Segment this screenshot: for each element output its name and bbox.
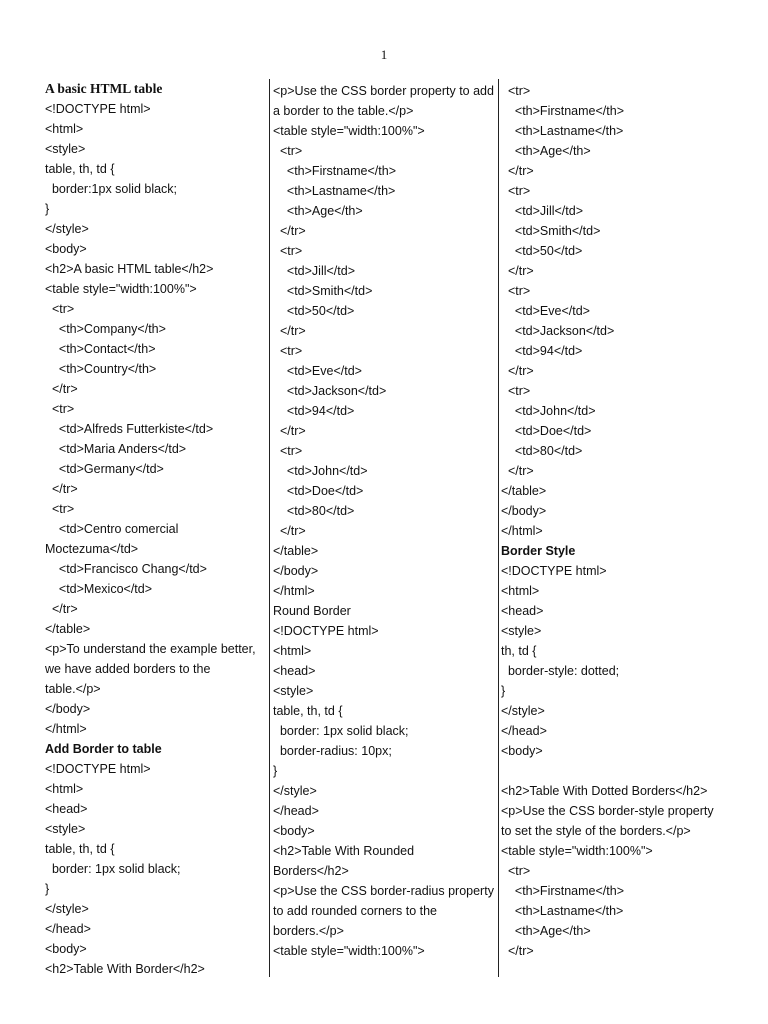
code-line: <tr>	[501, 384, 531, 398]
code-line: </tr>	[273, 424, 306, 438]
code-line: <td>94</td>	[501, 344, 583, 358]
code-line: <th>Firstname</th>	[501, 104, 624, 118]
code-line: a border to the table.</p>	[273, 104, 414, 118]
code-line: <!DOCTYPE html>	[45, 102, 151, 116]
code-line: <td>Doe</td>	[501, 424, 592, 438]
code-line: </body>	[45, 702, 91, 716]
code-line: <tr>	[273, 344, 303, 358]
code-line: <td>Smith</td>	[273, 284, 373, 298]
code-line: <th>Age</th>	[273, 204, 363, 218]
code-line: <!DOCTYPE html>	[273, 624, 379, 638]
code-line: <style>	[45, 142, 86, 156]
code-line: <td>94</td>	[273, 404, 355, 418]
code-line: <td>Smith</td>	[501, 224, 601, 238]
text-column-3	[501, 81, 723, 961]
code-line: </tr>	[501, 164, 534, 178]
code-line: <html>	[45, 782, 84, 796]
code-line: </style>	[273, 784, 317, 798]
code-line: <h2>Table With Dotted Borders</h2>	[501, 784, 708, 798]
code-line: <td>50</td>	[501, 244, 583, 258]
code-line: <td>Alfreds Futterkiste</td>	[45, 422, 214, 436]
code-line: <td>Eve</td>	[273, 364, 362, 378]
code-line: Round Border	[273, 604, 351, 618]
code-line: <td>John</td>	[273, 464, 368, 478]
code-line: <th>Lastname</th>	[273, 184, 396, 198]
code-line: <tr>	[45, 302, 75, 316]
code-line: <th>Contact</th>	[45, 342, 156, 356]
code-line: <head>	[273, 664, 316, 678]
code-line: </tr>	[273, 324, 306, 338]
code-line: <tr>	[273, 244, 303, 258]
code-line: <th>Firstname</th>	[273, 164, 396, 178]
code-line: <p>Use the CSS border property to add	[273, 84, 494, 98]
code-line: th, td {	[501, 644, 537, 658]
code-line: <td>Francisco Chang</td>	[45, 562, 207, 576]
code-line: <tr>	[501, 864, 531, 878]
code-line: </tr>	[501, 364, 534, 378]
code-line: table, th, td {	[45, 162, 115, 176]
code-line: <tr>	[501, 284, 531, 298]
code-line: <h2>Table With Rounded	[273, 844, 415, 858]
code-line: <td>Doe</td>	[273, 484, 364, 498]
code-line: </tr>	[273, 524, 306, 538]
text-column-1	[45, 79, 267, 979]
code-line: <td>Jackson</td>	[501, 324, 615, 338]
code-line: </body>	[273, 564, 319, 578]
code-line: </html>	[45, 722, 87, 736]
code-line: <td>John</td>	[501, 404, 596, 418]
code-line: <p>Use the CSS border-radius property	[273, 884, 494, 898]
code-line: </head>	[45, 922, 91, 936]
code-line: <table style="width:100%">	[501, 844, 653, 858]
code-line: <tr>	[501, 184, 531, 198]
code-line: <td>50</td>	[273, 304, 355, 318]
code-line: <p>To understand the example better,	[45, 642, 256, 656]
code-line: <td>Centro comercial	[45, 522, 179, 536]
code-line: <table style="width:100%">	[273, 944, 425, 958]
code-line: </style>	[45, 902, 89, 916]
code-line: <th>Lastname</th>	[501, 124, 624, 138]
code-line: borders.</p>	[273, 924, 344, 938]
section-heading: Add Border to table	[45, 742, 162, 756]
section-heading: A basic HTML table	[45, 81, 163, 96]
code-line: <td>Germany</td>	[45, 462, 164, 476]
code-line: </table>	[45, 622, 91, 636]
code-line: <td>80</td>	[273, 504, 355, 518]
code-line: <html>	[273, 644, 312, 658]
page-number: 1	[380, 47, 388, 62]
code-line: <tr>	[45, 402, 75, 416]
code-line: border:1px solid black;	[45, 182, 178, 196]
code-line: </tr>	[45, 382, 78, 396]
code-line: to add rounded corners to the	[273, 904, 438, 918]
code-line: <td>Mexico</td>	[45, 582, 153, 596]
code-line: border: 1px solid black;	[45, 862, 181, 876]
code-line: </tr>	[45, 602, 78, 616]
code-line: <table style="width:100%">	[45, 282, 197, 296]
code-line: border-radius: 10px;	[273, 744, 392, 758]
code-line: to set the style of the borders.</p>	[501, 824, 691, 838]
code-line: </table>	[273, 544, 319, 558]
code-line: </tr>	[273, 224, 306, 238]
code-line: <body>	[273, 824, 315, 838]
code-line: table, th, td {	[45, 842, 115, 856]
code-line: border: 1px solid black;	[273, 724, 409, 738]
code-line: </head>	[273, 804, 319, 818]
code-line: <head>	[501, 604, 544, 618]
code-line: <tr>	[273, 444, 303, 458]
code-line: <html>	[501, 584, 540, 598]
code-line: border-style: dotted;	[501, 664, 620, 678]
code-line: <!DOCTYPE html>	[501, 564, 607, 578]
code-line: <td>Maria Anders</td>	[45, 442, 187, 456]
code-line: <td>Jill</td>	[273, 264, 356, 278]
code-line: <html>	[45, 122, 84, 136]
code-line: <td>Jackson</td>	[273, 384, 387, 398]
code-line: table, th, td {	[273, 704, 343, 718]
code-line: </body>	[501, 504, 547, 518]
code-line: <th>Lastname</th>	[501, 904, 624, 918]
code-line: <th>Country</th>	[45, 362, 157, 376]
code-line: <body>	[45, 242, 87, 256]
code-line: <tr>	[273, 144, 303, 158]
code-line: we have added borders to the	[45, 662, 211, 676]
code-line: </html>	[273, 584, 315, 598]
column-divider-left	[269, 79, 270, 977]
code-line: Moctezuma</td>	[45, 542, 139, 556]
code-line: </tr>	[501, 944, 534, 958]
code-line: <table style="width:100%">	[273, 124, 425, 138]
code-line: </style>	[501, 704, 545, 718]
code-line: <th>Age</th>	[501, 924, 591, 938]
code-line: }	[501, 684, 506, 698]
code-line: }	[45, 882, 50, 896]
code-line: </table>	[501, 484, 547, 498]
code-line: <th>Company</th>	[45, 322, 166, 336]
code-line: <td>80</td>	[501, 444, 583, 458]
code-line: <td>Jill</td>	[501, 204, 584, 218]
code-line: <style>	[273, 684, 314, 698]
section-heading: Border Style	[501, 544, 576, 558]
code-line: <style>	[45, 822, 86, 836]
code-line: }	[273, 764, 278, 778]
code-line: <style>	[501, 624, 542, 638]
code-line: table.</p>	[45, 682, 101, 696]
code-line: </tr>	[45, 482, 78, 496]
code-line: </html>	[501, 524, 543, 538]
code-line: <body>	[501, 744, 543, 758]
code-line: <tr>	[45, 502, 75, 516]
code-line: <th>Age</th>	[501, 144, 591, 158]
code-line: <head>	[45, 802, 88, 816]
text-column-2	[273, 81, 497, 961]
code-line: Borders</h2>	[273, 864, 349, 878]
code-line: <td>Eve</td>	[501, 304, 590, 318]
code-line: <tr>	[501, 84, 531, 98]
code-line: </style>	[45, 222, 89, 236]
code-line: <th>Firstname</th>	[501, 884, 624, 898]
column-divider-right	[498, 79, 499, 977]
code-line	[501, 761, 723, 781]
code-line: }	[45, 202, 50, 216]
code-line: </head>	[501, 724, 547, 738]
code-line: <h2>Table With Border</h2>	[45, 962, 205, 976]
code-line: <!DOCTYPE html>	[45, 762, 151, 776]
code-line: <p>Use the CSS border-style property	[501, 804, 714, 818]
code-line: <body>	[45, 942, 87, 956]
code-line: </tr>	[501, 264, 534, 278]
code-line: </tr>	[501, 464, 534, 478]
code-line: <h2>A basic HTML table</h2>	[45, 262, 214, 276]
